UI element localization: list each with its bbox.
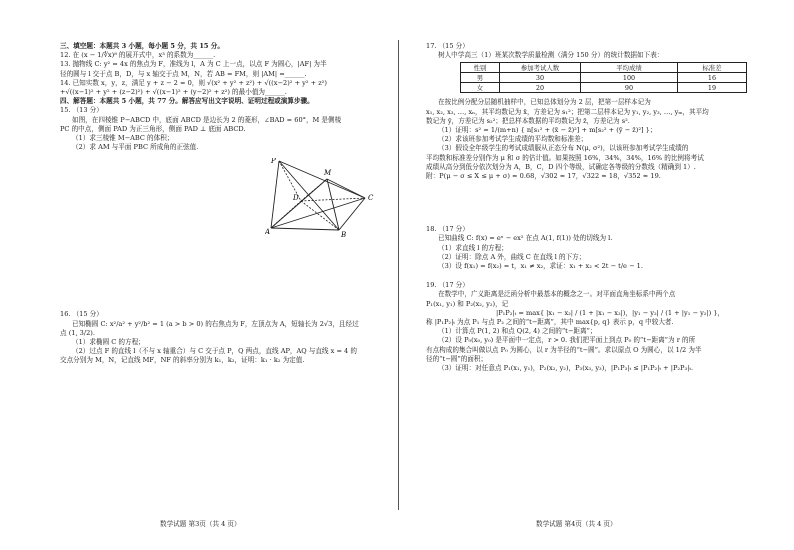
text-line: 点 (1, 3/2). bbox=[60, 328, 95, 337]
text-line: 在数学中，广义距离是泛函分析中最基本的概念之一。对平面直角坐标系中两个点 bbox=[438, 290, 676, 299]
text-line: 18. （17 分） bbox=[426, 225, 469, 234]
text-line: （1）求椭圆 C 的方程； bbox=[72, 338, 145, 347]
text-line: x₁, x₂, x₃, …, xₙ，其平均数记为 x̄，方差记为 s₁²；把第二层样本记为 y₁, y₂, y₃, …, yₘ，其平均 bbox=[426, 107, 709, 116]
text-line: 在按比例分配分层随机抽样中，已知总体划分为 2 层，把第一层样本记为 bbox=[438, 98, 651, 107]
text-line: （2）求 AM 与平面 PBC 所成角的正弦值. bbox=[72, 143, 199, 152]
text-line: 12. 在 (x − 1/∜x)⁸ 的展开式中，x³ 的系数为______. bbox=[60, 51, 216, 60]
right-text-block-2 bbox=[426, 98, 780, 181]
text-line: （2）过点 F 的直线 l（不与 x 轴重合）与 C 交于点 P，Q 两点，直线 AP，AQ 与直线 x = 4 的 bbox=[72, 347, 357, 356]
label-M: M bbox=[324, 169, 332, 178]
right-column bbox=[400, 0, 794, 550]
table-cell: 16 bbox=[678, 73, 747, 83]
text-line: （1）求三棱锥 M−ABC 的体积； bbox=[72, 134, 174, 143]
table-header-cell: 参加考试人数 bbox=[500, 63, 581, 73]
text-line: 交点分别为 M，N，记直线 MF，NF 的斜率分别为 k₁，k₂，证明：k₁ · k₂ 为定值. bbox=[60, 356, 305, 365]
table-row bbox=[461, 83, 747, 93]
label-A: A bbox=[265, 228, 271, 237]
right-text-block bbox=[426, 42, 780, 60]
right-text-block-4 bbox=[426, 281, 780, 373]
text-line: 13. 抛物线 C: y² = 4x 的焦点为 F，准线为 l，A 为 C 上一点，以点 F 为圆心，|AF| 为半 bbox=[60, 60, 327, 69]
text-line: 15. （13 分） bbox=[60, 106, 103, 115]
column-divider bbox=[398, 40, 399, 510]
label-B: B bbox=[341, 231, 347, 239]
text-line: 数记为 ȳ，方差记为 s₂²；把总样本数据的平均数记为 z̄，方差记为 s². bbox=[426, 116, 630, 125]
label-C: C bbox=[368, 194, 374, 203]
page-footer-left: 数学试题 第3页（共 4 页） bbox=[160, 520, 241, 528]
table-header-row bbox=[461, 63, 747, 73]
table-row bbox=[461, 73, 747, 83]
left-text-block bbox=[60, 42, 389, 152]
text-line: 14. 已知实数 x，y，z，满足 y + z − 2 = 0，则 √(x² + y² + z²) + √((x−2)² + y² + z²) bbox=[60, 78, 327, 87]
table-cell: 100 bbox=[581, 73, 678, 83]
text-line: 径的“t−圆”的面积； bbox=[426, 354, 488, 363]
text-line: （2）证明：除点 A 外，曲线 C 在直线 l 的下方； bbox=[438, 252, 586, 261]
text-line: PC 的中点，侧面 PAD 为正三角形，侧面 PAD ⊥ 底面 ABCD. bbox=[60, 124, 246, 133]
stats-table bbox=[460, 62, 747, 93]
text-line: 树人中学高三（1）班某次数学质量检测（满分 150 分）的统计数据如下表： bbox=[438, 51, 664, 60]
table-cell: 男 bbox=[461, 73, 500, 83]
text-line: 19. （17 分） bbox=[426, 281, 469, 290]
table-cell: 20 bbox=[500, 83, 581, 93]
text-line: 成绩从高分到低分依次划分为 A，B，C，D 四个等级，试确定各等级的分数线（精确到 1）. bbox=[426, 162, 696, 171]
left-text-block-2 bbox=[60, 310, 389, 365]
text-line: （1）求直线 l 的方程； bbox=[438, 243, 508, 252]
table-cell: 30 bbox=[500, 73, 581, 83]
text-line: （2）求该班参加考试学生成绩的平均数和标准差； bbox=[438, 135, 588, 144]
pyramid-figure bbox=[60, 158, 389, 240]
text-line: （1）证明：s² = 1/(m+n) { n[s₁² + (x̄ − z̄)²] + m[s₂² + (ȳ − z̄)²] }； bbox=[438, 126, 657, 135]
table-cell: 90 bbox=[581, 83, 678, 93]
text-line: 附：P(μ − σ ≤ X ≤ μ + σ) ≈ 0.68，√302 ≈ 17，√322 ≈ 18，√352 ≈ 19. bbox=[426, 172, 661, 181]
text-line: 如图，在四棱锥 P−ABCD 中，底面 ABCD 是边长为 2 的菱形，∠BAD = 60°，M 是侧棱 bbox=[72, 115, 342, 124]
table-header-cell: 平均成绩 bbox=[581, 63, 678, 73]
text-line: 有点构成的集合叫做以点 P₀ 为圆心，以 r 为半径的“t−圆”。求以原点 O 为圆心，以 1/2 为半 bbox=[426, 345, 702, 354]
table-header-cell: 标准差 bbox=[678, 63, 747, 73]
text-line: （2）设 P₀(x₀, y₀) 是平面中一定点，r > 0. 我们把平面上到点 P₀ 的“t−距离”为 r 的所 bbox=[438, 336, 696, 345]
pyramid-diagram bbox=[265, 158, 385, 238]
page-footer-right: 数学试题 第4页（共 4 页） bbox=[536, 520, 617, 528]
table-cell: 19 bbox=[678, 83, 747, 93]
text-line: 三、填空题：本题共 3 小题，每小题 5 分，共 15 分。 bbox=[60, 42, 224, 50]
text-line: 16. （15 分） bbox=[60, 310, 103, 319]
answer-space bbox=[426, 181, 780, 225]
text-line: 已知椭圆 C: x²/a² + y²/b² = 1 (a > b > 0) 的右焦点为 F，左顶点为 A，短轴长为 2√3，且经过 bbox=[72, 319, 359, 328]
text-line: （3）假设全年级学生的考试成绩服从正态分布 N(μ, σ²)，以该班参加考试学生成绩的 bbox=[438, 144, 689, 153]
text-line: 已知曲线 C: f(x) = eˣ − ex² 在点 A(1, f(1)) 处的切线为 l. bbox=[438, 234, 613, 243]
answer-space bbox=[426, 271, 780, 281]
text-line: （3）设 f(x₁) = f(x₂) = t，x₁ ≠ x₂，求证：x₁ + x₂ < 2t − t/e − 1. bbox=[438, 262, 643, 271]
right-text-block-3 bbox=[426, 225, 780, 271]
table-header-cell: 性别 bbox=[461, 63, 500, 73]
text-line: +√((x−1)² + y² + (z−2)²) + √((x−1)² + (y−2)² + z²) 的最小值为______. bbox=[60, 88, 287, 97]
text-line: 四、解答题：本题共 5 小题，共 77 分。解答应写出文字说明、证明过程或演算步骤。 bbox=[60, 97, 314, 106]
text-line: 17. （15 分） bbox=[426, 42, 469, 50]
table-cell: 女 bbox=[461, 83, 500, 93]
text-line: 称 |P₁P₂|ₜ 为点 P₁ 与点 P₂ 之间的“t−距离”，其中 max{p, q} 表示 p，q 中较大者. bbox=[426, 318, 674, 327]
text-line: P₁(x₁, y₁) 和 P₂(x₂, y₂)，记 bbox=[426, 299, 509, 308]
text-line: |P₁P₂|ₜ = max{ |x₁ − x₂| / (1 + |x₁ − x₂|)，|y₁ − y₂| / (1 + |y₁ − y₂|) }， bbox=[496, 308, 725, 317]
text-line: （1）计算点 P(1, 2) 和点 Q(2, 4) 之间的“t−距离”； bbox=[438, 327, 597, 336]
text-line: （3）证明：对任意点 P₁(x₁, y₁)，P₂(x₂, y₂)，P₃(x₃, y₃)，|P₁P₃|ₜ ≤ |P₁P₂|ₜ + |P₂P₃|ₜ. bbox=[438, 364, 694, 373]
text-line: 平均数和标准差分别作为 μ 和 σ 的估计值。如果按照 16%，34%，34%，16% 的比例将考试 bbox=[426, 153, 704, 162]
label-D: D bbox=[293, 194, 299, 203]
label-P: P bbox=[271, 158, 276, 166]
text-line: 径的圆与 l 交于点 B，D，与 x 轴交于点 M，N，若 AB = FM，则 |AM| =______. bbox=[60, 69, 307, 78]
answer-space bbox=[60, 240, 389, 310]
